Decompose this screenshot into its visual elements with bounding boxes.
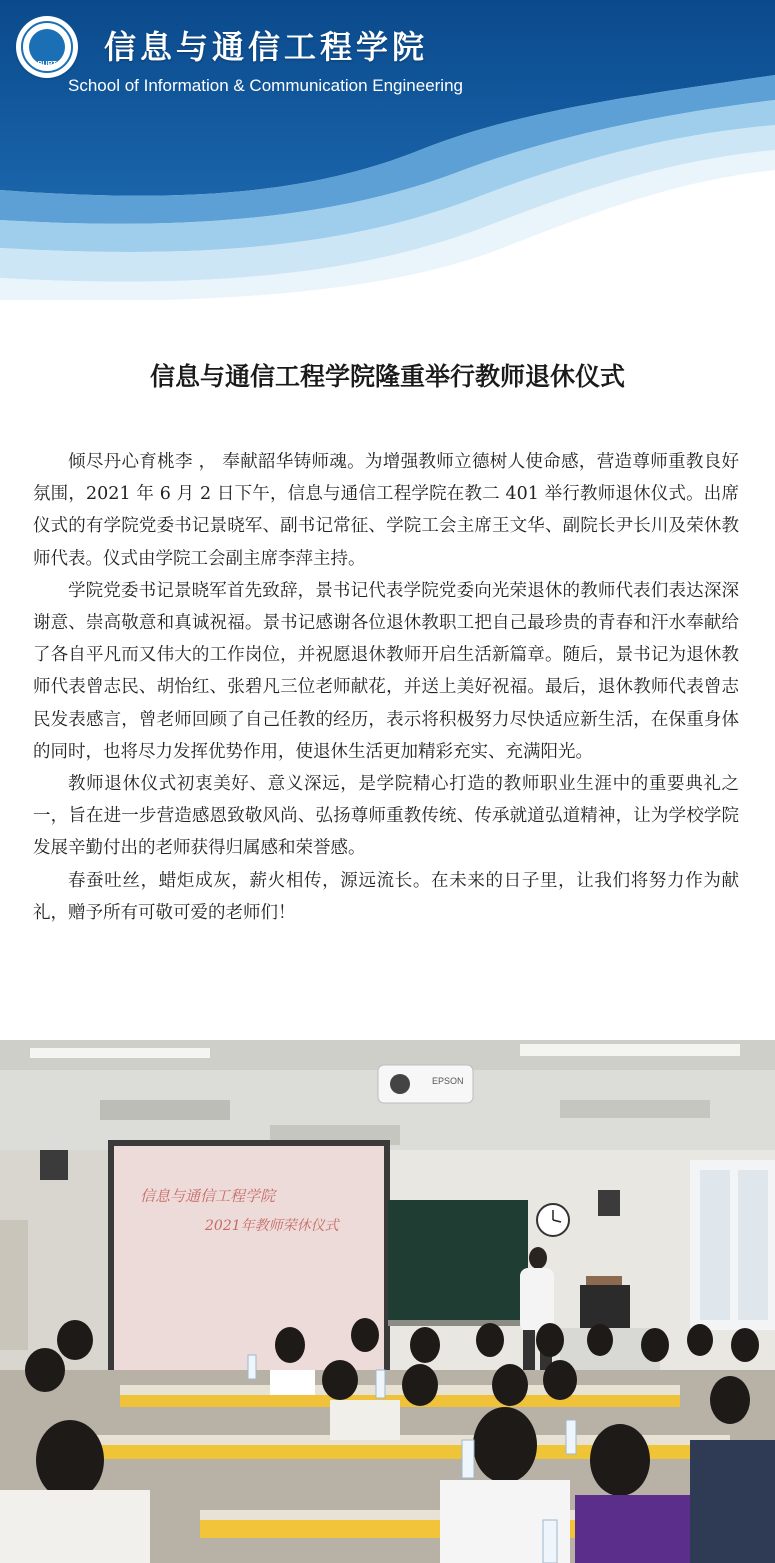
university-seal-icon	[16, 16, 78, 78]
slide-subtitle: 2021年教师荣休仪式	[205, 1218, 339, 1234]
article-paragraph: 教师退休仪式初衷美好、意义深远，是学院精心打造的教师职业生涯中的重要典礼之一，旨在进一步营造感恩致敬风尚、弘扬尊师重教传统、传承就道弘道精神，让为学校学院发展辛勤付出的老师获得归属感和荣誉感。	[33, 774, 739, 859]
article-title: 信息与通信工程学院隆重举行教师退休仪式	[149, 362, 625, 391]
classroom-scene	[0, 1040, 775, 1563]
projector-brand-label: EPSON	[432, 1076, 464, 1086]
article-paragraph: 春蚕吐丝，蜡炬成灰，薪火相传，源远流长。在未来的日子里，让我们将努力作为献礼，赠予所有可敬可爱的老师们！	[33, 870, 739, 923]
article-paragraph: 倾尽丹心育桃李 ， 奉献韶华铸师魂。为增强教师立德树人使命感，营造尊师重教良好氛围，2021 年 6 月 2 日下午，信息与通信工程学院在教二 401 举行教师退休仪式。出席仪式的有学院党委书记景晓军、副书记常征、学院工会主席王文华、副院长尹长川及荣休教师代表。仪式由学院工会副主席李萍主持。	[33, 452, 739, 569]
article-body	[33, 446, 739, 929]
seal-label: BUPT	[37, 61, 57, 68]
ceremony-photo	[0, 1040, 775, 1563]
speaker-icon	[40, 1150, 68, 1180]
slide-title: 信息与通信工程学院	[140, 1187, 276, 1205]
article-paragraph: 学院党委书记景晓军首先致辞，景书记代表学院党委向光荣退休的教师代表们表达深深谢意、崇高敬意和真诚祝福。景书记感谢各位退休教职工把自己最珍贵的青春和汗水奉献给了各自平凡而又伟大的工作岗位，并祝愿退休教师开启生活新篇章。随后，景书记为退休教师代表曾志民、胡怡红、张碧凡三位老师献花，并送上美好祝福。最后，退休教师代表曾志民发表感言，曾老师回顾了自己任教的经历，表示将积极努力尽快适应新生活，在保重身体的同时，也将尽力发挥优势作用，使退休生活更加精彩充实、充满阳光。	[33, 580, 739, 762]
header-banner	[0, 0, 775, 300]
school-name-chinese: 信息与通信工程学院	[104, 28, 429, 66]
seal-center	[29, 29, 65, 65]
school-name-english: School of Information & Communication Engineering	[68, 76, 463, 95]
